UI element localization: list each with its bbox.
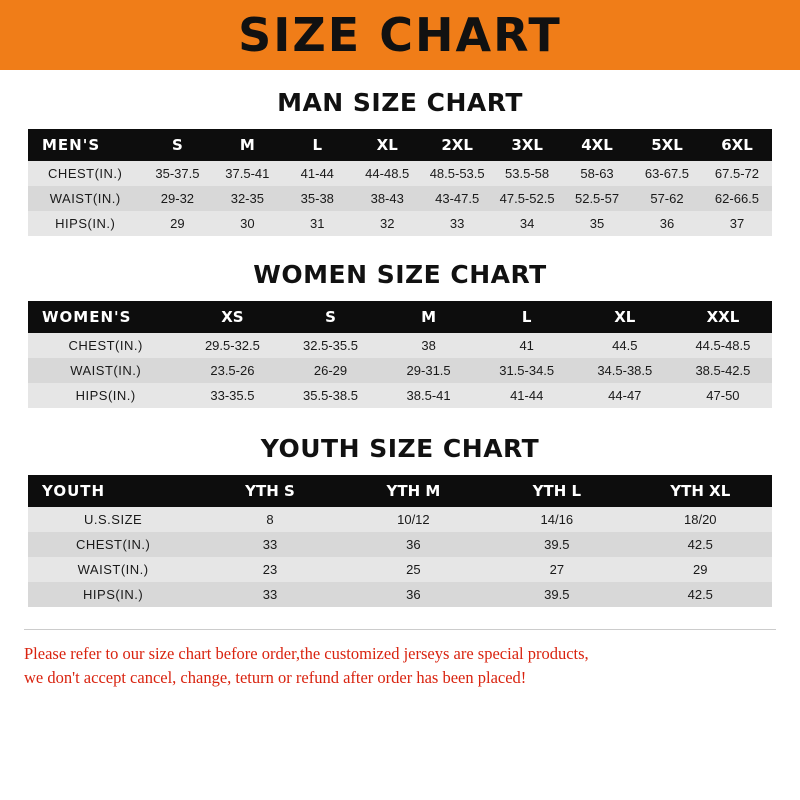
table-row — [28, 186, 772, 211]
column-header: 4XL — [562, 129, 632, 161]
row-label: HIPS(IN.) — [28, 211, 142, 236]
table-cell: 14/16 — [485, 507, 628, 532]
column-header: 6XL — [702, 129, 772, 161]
table-cell: 26-29 — [281, 358, 379, 383]
youth-size-table — [28, 475, 772, 607]
table-cell: 57-62 — [632, 186, 702, 211]
column-header: XL — [576, 301, 674, 333]
row-label: WAIST(IN.) — [28, 358, 183, 383]
table-cell: 36 — [342, 532, 485, 557]
table-header-row — [28, 475, 772, 507]
table-cell: 58-63 — [562, 161, 632, 186]
table-row — [28, 507, 772, 532]
table-header-row — [28, 129, 772, 161]
table-row — [28, 161, 772, 186]
table-cell: 41-44 — [478, 383, 576, 408]
row-label: CHEST(IN.) — [28, 532, 198, 557]
table-cell: 47-50 — [674, 383, 772, 408]
table-cell: 29.5-32.5 — [183, 333, 281, 358]
table-cell: 18/20 — [629, 507, 772, 532]
column-header: YTH L — [485, 475, 628, 507]
table-cell: 37.5-41 — [212, 161, 282, 186]
table-cell: 63-67.5 — [632, 161, 702, 186]
table-header-row — [28, 301, 772, 333]
table-cell: 33-35.5 — [183, 383, 281, 408]
table-cell: 8 — [198, 507, 341, 532]
row-label: U.S.SIZE — [28, 507, 198, 532]
table-cell: 43-47.5 — [422, 186, 492, 211]
table-cell: 67.5-72 — [702, 161, 772, 186]
table-row — [28, 211, 772, 236]
row-label: WAIST(IN.) — [28, 186, 142, 211]
column-header: YOUTH — [28, 475, 198, 507]
table-row — [28, 582, 772, 607]
table-cell: 36 — [632, 211, 702, 236]
table-cell: 23 — [198, 557, 341, 582]
table-cell: 33 — [422, 211, 492, 236]
table-cell: 23.5-26 — [183, 358, 281, 383]
column-header: YTH XL — [629, 475, 772, 507]
table-cell: 44.5-48.5 — [674, 333, 772, 358]
table-cell: 32.5-35.5 — [281, 333, 379, 358]
row-label: HIPS(IN.) — [28, 582, 198, 607]
table-cell: 35 — [562, 211, 632, 236]
column-header: M — [212, 129, 282, 161]
table-cell: 32 — [352, 211, 422, 236]
header-band — [0, 0, 800, 70]
row-label: HIPS(IN.) — [28, 383, 183, 408]
table-cell: 34.5-38.5 — [576, 358, 674, 383]
table-cell: 27 — [485, 557, 628, 582]
column-header: S — [142, 129, 212, 161]
table-cell: 32-35 — [212, 186, 282, 211]
table-cell: 48.5-53.5 — [422, 161, 492, 186]
column-header: XXL — [674, 301, 772, 333]
column-header: 2XL — [422, 129, 492, 161]
table-cell: 44-47 — [576, 383, 674, 408]
table-cell: 44.5 — [576, 333, 674, 358]
column-header: S — [281, 301, 379, 333]
table-cell: 38-43 — [352, 186, 422, 211]
table-cell: 38.5-42.5 — [674, 358, 772, 383]
table-cell: 44-48.5 — [352, 161, 422, 186]
table-cell: 10/12 — [342, 507, 485, 532]
column-header: MEN'S — [28, 129, 142, 161]
table-cell: 38.5-41 — [380, 383, 478, 408]
table-cell: 35-37.5 — [142, 161, 212, 186]
table-cell: 35.5-38.5 — [281, 383, 379, 408]
table-cell: 42.5 — [629, 532, 772, 557]
table-cell: 52.5-57 — [562, 186, 632, 211]
column-header: XL — [352, 129, 422, 161]
table-cell: 34 — [492, 211, 562, 236]
table-cell: 41 — [478, 333, 576, 358]
table-row — [28, 557, 772, 582]
column-header: YTH M — [342, 475, 485, 507]
column-header: WOMEN'S — [28, 301, 183, 333]
table-cell: 30 — [212, 211, 282, 236]
table-cell: 33 — [198, 532, 341, 557]
column-header: 5XL — [632, 129, 702, 161]
women-size-section — [0, 260, 800, 408]
table-row — [28, 358, 772, 383]
note-line-2: we don't accept cancel, change, teturn or refund after order has been placed! — [24, 667, 527, 687]
column-header: M — [380, 301, 478, 333]
order-policy-note — [24, 629, 776, 690]
table-cell: 29 — [142, 211, 212, 236]
table-row — [28, 333, 772, 358]
row-label: CHEST(IN.) — [28, 333, 183, 358]
column-header: L — [478, 301, 576, 333]
women-section-title: WOMEN SIZE CHART — [253, 260, 547, 289]
table-cell: 62-66.5 — [702, 186, 772, 211]
table-cell: 53.5-58 — [492, 161, 562, 186]
column-header: L — [282, 129, 352, 161]
table-cell: 29-32 — [142, 186, 212, 211]
table-row — [28, 532, 772, 557]
youth-section-title: YOUTH SIZE CHART — [260, 434, 540, 463]
note-line-1: Please refer to our size chart before order,the customized jerseys are special products, — [24, 644, 589, 663]
table-cell: 33 — [198, 582, 341, 607]
table-cell: 29 — [629, 557, 772, 582]
page-title: SIZE CHART — [238, 8, 562, 62]
men-section-title: MAN SIZE CHART — [277, 88, 523, 117]
row-label: CHEST(IN.) — [28, 161, 142, 186]
table-cell: 31.5-34.5 — [478, 358, 576, 383]
table-row — [28, 383, 772, 408]
row-label: WAIST(IN.) — [28, 557, 198, 582]
youth-size-section — [0, 434, 800, 607]
column-header: 3XL — [492, 129, 562, 161]
table-cell: 38 — [380, 333, 478, 358]
table-cell: 47.5-52.5 — [492, 186, 562, 211]
men-size-table — [28, 129, 772, 236]
women-size-table — [28, 301, 772, 408]
table-cell: 29-31.5 — [380, 358, 478, 383]
table-cell: 37 — [702, 211, 772, 236]
table-cell: 41-44 — [282, 161, 352, 186]
column-header: YTH S — [198, 475, 341, 507]
table-cell: 39.5 — [485, 532, 628, 557]
table-cell: 25 — [342, 557, 485, 582]
table-cell: 31 — [282, 211, 352, 236]
men-size-section — [0, 88, 800, 236]
table-cell: 39.5 — [485, 582, 628, 607]
table-cell: 36 — [342, 582, 485, 607]
table-cell: 35-38 — [282, 186, 352, 211]
column-header: XS — [183, 301, 281, 333]
table-cell: 42.5 — [629, 582, 772, 607]
